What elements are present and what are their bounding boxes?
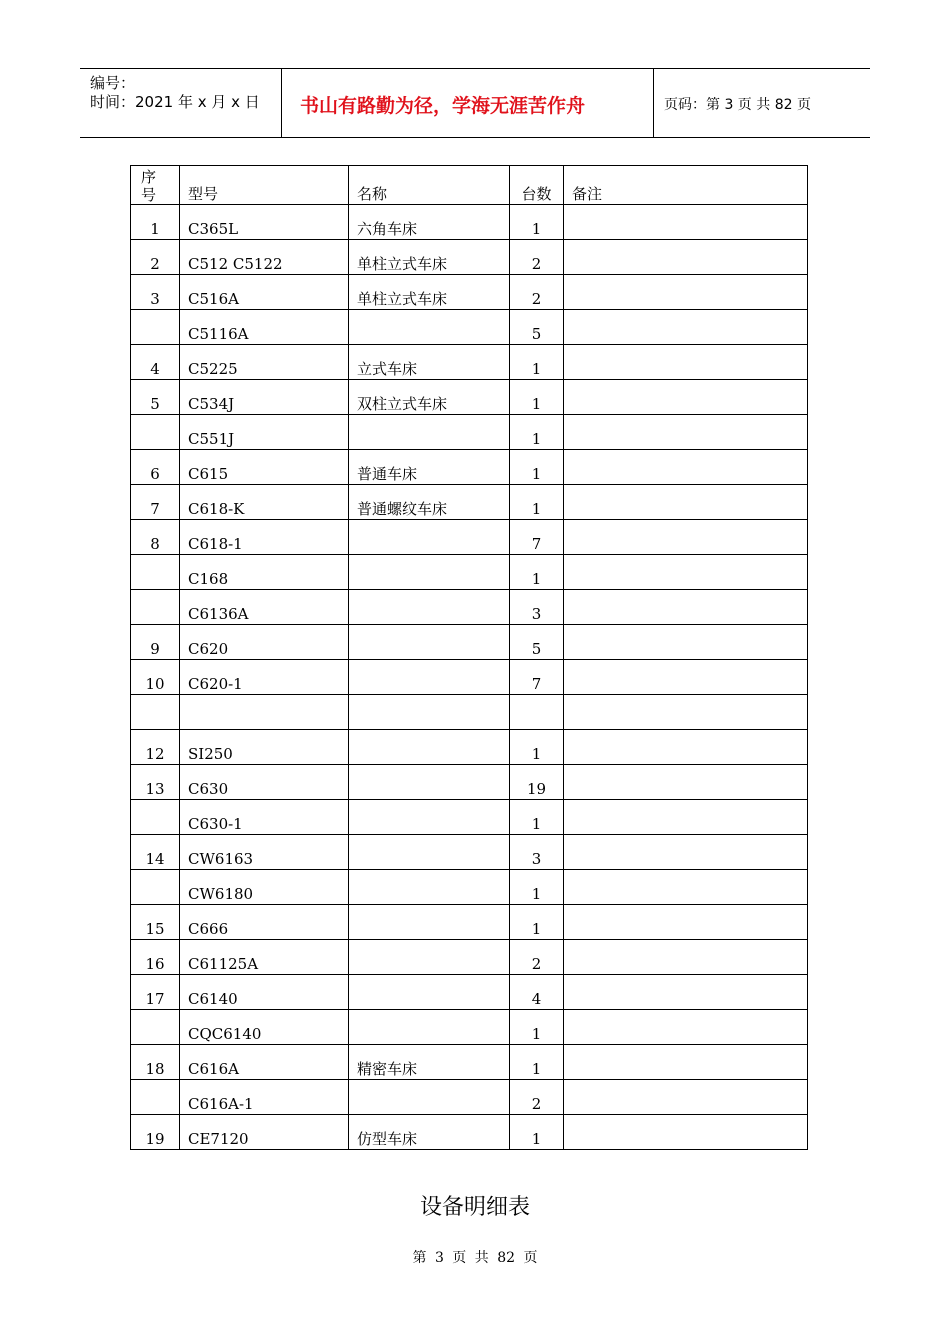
table-row: [131, 835, 808, 870]
cell-no: 3: [131, 275, 180, 310]
cell-remark: [564, 485, 808, 520]
cell-qty: 1: [510, 800, 564, 835]
cell-model: C630-1: [180, 800, 349, 835]
cell-remark: [564, 450, 808, 485]
table-header-row: [131, 166, 808, 205]
cell-model: C551J: [180, 415, 349, 450]
cell-model: SI250: [180, 730, 349, 765]
cell-name: [349, 730, 510, 765]
cell-model: C168: [180, 555, 349, 590]
cell-name: [349, 660, 510, 695]
page-footer: 第 3 页 共 82 页: [412, 1250, 538, 1266]
cell-name: [349, 940, 510, 975]
cell-model: C516A: [180, 275, 349, 310]
cell-model: C512 C5122: [180, 240, 349, 275]
cell-no: 16: [131, 940, 180, 975]
cell-name: [349, 905, 510, 940]
cell-no: [131, 1010, 180, 1045]
cell-model: CQC6140: [180, 1010, 349, 1045]
cell-qty: 1: [510, 205, 564, 240]
cell-model: C6136A: [180, 590, 349, 625]
cell-remark: [564, 590, 808, 625]
table-row: [131, 765, 808, 800]
cell-remark: [564, 1010, 808, 1045]
cell-model: CW6163: [180, 835, 349, 870]
table-row: [131, 730, 808, 765]
cell-name: 六角车床: [349, 205, 510, 240]
table-row: [131, 555, 808, 590]
table-row: [131, 975, 808, 1010]
cell-qty: 1: [510, 415, 564, 450]
cell-name: [349, 310, 510, 345]
cell-no: [131, 415, 180, 450]
table-row: [131, 590, 808, 625]
cell-model: [180, 695, 349, 730]
cell-qty: 5: [510, 310, 564, 345]
cell-no: [131, 310, 180, 345]
cell-no: [131, 590, 180, 625]
table-row: [131, 310, 808, 345]
cell-remark: [564, 835, 808, 870]
cell-qty: 1: [510, 1010, 564, 1045]
cell-remark: [564, 1115, 808, 1150]
header-qty: 台数: [510, 166, 564, 205]
cell-qty: 2: [510, 240, 564, 275]
table-row: [131, 205, 808, 240]
cell-qty: 2: [510, 940, 564, 975]
cell-remark: [564, 1045, 808, 1080]
cell-no: 10: [131, 660, 180, 695]
page-info: 页码：第 3 页 共 82 页: [664, 97, 811, 113]
cell-qty: 1: [510, 380, 564, 415]
table-row: [131, 485, 808, 520]
cell-name: [349, 1080, 510, 1115]
cell-qty: 7: [510, 660, 564, 695]
cell-qty: 3: [510, 835, 564, 870]
table-row: [131, 1115, 808, 1150]
cell-no: 19: [131, 1115, 180, 1150]
cell-no: [131, 555, 180, 590]
number-label: 编号：: [90, 74, 136, 92]
header-remark: 备注: [564, 166, 808, 205]
table-row: [131, 345, 808, 380]
cell-qty: 1: [510, 870, 564, 905]
cell-model: C61125A: [180, 940, 349, 975]
cell-no: 14: [131, 835, 180, 870]
cell-name: 立式车床: [349, 345, 510, 380]
cell-no: 4: [131, 345, 180, 380]
header-page-cell: [654, 69, 870, 137]
table-row: [131, 905, 808, 940]
header-name: 名称: [349, 166, 510, 205]
cell-remark: [564, 345, 808, 380]
cell-no: 7: [131, 485, 180, 520]
table-row: [131, 870, 808, 905]
cell-no: [131, 800, 180, 835]
cell-remark: [564, 275, 808, 310]
table-row: [131, 695, 808, 730]
cell-remark: [564, 905, 808, 940]
cell-remark: [564, 730, 808, 765]
table-row: [131, 940, 808, 975]
cell-name: 双柱立式车床: [349, 380, 510, 415]
cell-remark: [564, 520, 808, 555]
cell-no: 15: [131, 905, 180, 940]
cell-no: 8: [131, 520, 180, 555]
cell-name: [349, 520, 510, 555]
cell-name: 单柱立式车床: [349, 240, 510, 275]
cell-name: [349, 590, 510, 625]
cell-name: 单柱立式车床: [349, 275, 510, 310]
cell-model: C618-1: [180, 520, 349, 555]
cell-name: [349, 625, 510, 660]
cell-remark: [564, 975, 808, 1010]
cell-qty: 1: [510, 450, 564, 485]
cell-no: 6: [131, 450, 180, 485]
cell-qty: 1: [510, 1045, 564, 1080]
table-row: [131, 1080, 808, 1115]
motto: 书山有路勤为径，学海无涯苦作舟: [300, 95, 586, 117]
cell-name: [349, 555, 510, 590]
table-title: 设备明细表: [419, 1195, 530, 1220]
cell-name: 精密车床: [349, 1045, 510, 1080]
cell-remark: [564, 380, 808, 415]
cell-qty: 7: [510, 520, 564, 555]
cell-model: C6140: [180, 975, 349, 1010]
cell-name: [349, 415, 510, 450]
cell-qty: 1: [510, 730, 564, 765]
table-row: [131, 520, 808, 555]
cell-remark: [564, 240, 808, 275]
cell-remark: [564, 695, 808, 730]
cell-model: C365L: [180, 205, 349, 240]
cell-name: [349, 800, 510, 835]
cell-remark: [564, 310, 808, 345]
table-row: [131, 275, 808, 310]
cell-remark: [564, 205, 808, 240]
cell-model: C630: [180, 765, 349, 800]
cell-no: 17: [131, 975, 180, 1010]
cell-remark: [564, 940, 808, 975]
cell-model: C620-1: [180, 660, 349, 695]
cell-model: CE7120: [180, 1115, 349, 1150]
cell-qty: 2: [510, 1080, 564, 1115]
table-row: [131, 660, 808, 695]
cell-no: 18: [131, 1045, 180, 1080]
cell-remark: [564, 800, 808, 835]
cell-no: 5: [131, 380, 180, 415]
cell-no: [131, 1080, 180, 1115]
cell-model: CW6180: [180, 870, 349, 905]
cell-name: [349, 765, 510, 800]
table-row: [131, 625, 808, 660]
cell-model: C666: [180, 905, 349, 940]
cell-qty: 4: [510, 975, 564, 1010]
cell-model: C5225: [180, 345, 349, 380]
cell-qty: 19: [510, 765, 564, 800]
cell-qty: 1: [510, 1115, 564, 1150]
cell-no: [131, 870, 180, 905]
cell-remark: [564, 415, 808, 450]
equipment-table: [130, 165, 808, 1150]
cell-model: C616A: [180, 1045, 349, 1080]
table-row: [131, 240, 808, 275]
cell-qty: 1: [510, 485, 564, 520]
cell-qty: 5: [510, 625, 564, 660]
table-row: [131, 800, 808, 835]
cell-model: C615: [180, 450, 349, 485]
time-label: 时间：2021 年 x 月 x 日: [90, 93, 260, 111]
cell-name: 仿型车床: [349, 1115, 510, 1150]
cell-remark: [564, 765, 808, 800]
cell-no: 2: [131, 240, 180, 275]
cell-model: C534J: [180, 380, 349, 415]
cell-model: C5116A: [180, 310, 349, 345]
table-row: [131, 1045, 808, 1080]
cell-model: C620: [180, 625, 349, 660]
cell-name: [349, 695, 510, 730]
cell-name: 普通车床: [349, 450, 510, 485]
header-motto-cell: [282, 69, 654, 137]
cell-qty: 3: [510, 590, 564, 625]
cell-remark: [564, 660, 808, 695]
cell-qty: 2: [510, 275, 564, 310]
cell-model: C618-K: [180, 485, 349, 520]
cell-no: 12: [131, 730, 180, 765]
cell-qty: 1: [510, 905, 564, 940]
cell-remark: [564, 625, 808, 660]
cell-qty: 1: [510, 345, 564, 380]
cell-qty: 1: [510, 555, 564, 590]
table-row: [131, 415, 808, 450]
cell-name: [349, 870, 510, 905]
cell-name: 普通螺纹车床: [349, 485, 510, 520]
cell-remark: [564, 1080, 808, 1115]
cell-no: [131, 695, 180, 730]
cell-name: [349, 1010, 510, 1045]
cell-name: [349, 975, 510, 1010]
cell-no: 1: [131, 205, 180, 240]
cell-remark: [564, 555, 808, 590]
page-header: [80, 68, 870, 138]
table-row: [131, 380, 808, 415]
cell-no: 9: [131, 625, 180, 660]
cell-name: [349, 835, 510, 870]
cell-model: C616A-1: [180, 1080, 349, 1115]
header-meta: [80, 69, 282, 137]
cell-qty: [510, 695, 564, 730]
header-model: 型号: [180, 166, 349, 205]
table-row: [131, 1010, 808, 1045]
cell-no: 13: [131, 765, 180, 800]
header-seq: 序 号: [131, 166, 180, 205]
cell-remark: [564, 870, 808, 905]
table-row: [131, 450, 808, 485]
